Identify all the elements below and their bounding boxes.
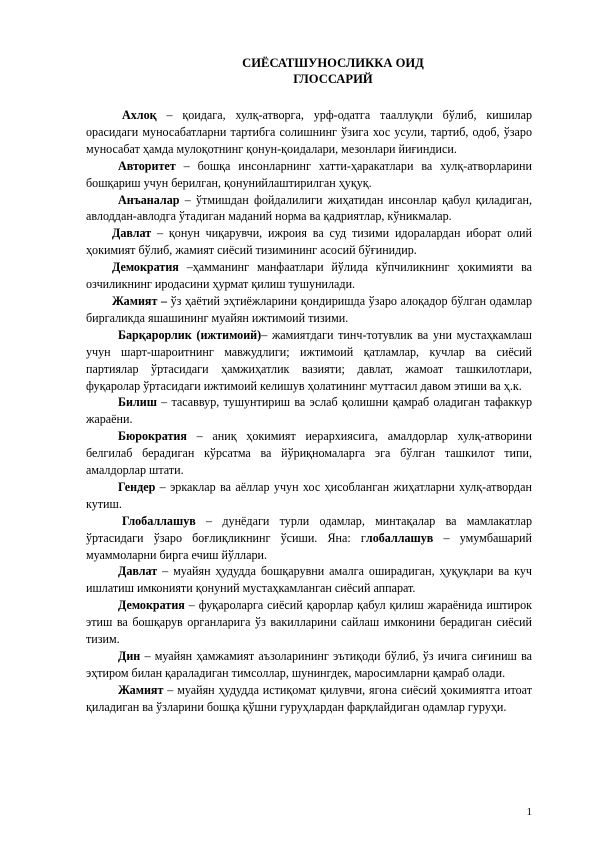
glossary-definition: – ўтмишдан фойдалилиги жиҳатидан инсонлар қабул қиладиган, авлоддан-авлодга ўтадиган маданий норма ва қадриятлар, кўникмалар. [86, 192, 532, 224]
glossary-term: Ахлоқ [122, 108, 157, 122]
glossary-entry-davlat-2 [86, 563, 532, 597]
glossary-entry-bilish [86, 394, 532, 428]
glossary-entry-akhloq [86, 107, 532, 158]
glossary-term: Бюрократия [118, 429, 187, 444]
glossary-term: Демократия [112, 260, 179, 275]
glossary-definition: –ҳамманинг манфаатлари йўлида кўпчиликнинг ҳокимияти ва озчиликнинг иродасини ҳурмат қилиш тушунилади. [86, 260, 532, 292]
glossary-entry-gender [86, 479, 532, 513]
glossary-term: Давлат [112, 226, 152, 241]
glossary-term: Барқарорлик (ижтимоий) [118, 327, 262, 342]
glossary-definition: – эркаклар ва аёллар учун хос ҳисобланган жиҳатларни хулқ-атвордан кутиш. [86, 479, 532, 511]
document-title [70, 55, 596, 87]
glossary-entry-demokratiya-2 [86, 597, 532, 648]
glossary-definition: ўз ҳаётий эҳтиёжларини қондиришда ўзаро алоқадор бўлган одамлар биргаликда яшашининг муайян ижтимоий тизими. [86, 293, 533, 325]
glossary-term: Гендер [118, 479, 156, 494]
glossary-definition: – муайян ҳудудда истиқомат қилувчи, ягона сиёсий ҳокимиятга итоат қиладиган ва ўзларини бошқа қўшни гуруҳлардан фарқлайдиган одамлар гуруҳи. [86, 682, 532, 714]
glossary-definition: – бошқа инсонларнинг хатти-ҳаракатлари ва хулқ-атворларини бошқариш учун берилган, қонунийлаштирилган ҳуқуқ. [86, 158, 532, 190]
page-number: 1 [526, 806, 532, 818]
glossary-term: Глобаллашув [122, 513, 196, 528]
glossary-term: Жамият – [112, 293, 168, 308]
glossary-term: Дин [118, 649, 141, 663]
glossary-definition: – муайян ҳудудда бошқарувни амалга оширадиган, ҳуқуқлари ва куч ишлатиш имконияти қонуний мустаҳкамланган сиёсий аппарат. [86, 564, 532, 596]
glossary-term: Авторитет [118, 158, 176, 173]
glossary-entry-globallashuv [86, 513, 532, 564]
glossary-definition: – фуқароларга сиёсий қарорлар қабул қилиш жараёнида иштирок этиш ва бошқарув органларига ўз вакилларини сайлаш имконини берадиган сиёсий тизим. [86, 598, 532, 647]
glossary-entry-jamiyat-1 [86, 293, 532, 327]
glossary-entry-anana [86, 192, 532, 226]
glossary-entry-byurokratiya [86, 428, 532, 479]
glossary-entry-demokratiya-1 [86, 259, 532, 293]
glossary-term-inline: лобаллашув [365, 530, 434, 545]
glossary-definition: – қоидага, хулқ-атворга, урф-одатга тааллуқли бўлиб, кишилар орасидаги муносабатларни тартибга солишнинг ўзига хос усули, тартиб, одоб, ўзаро муносабат ҳамда мулоқотнинг қонун-қоидалари, мезонлари йиғиндиси. [86, 108, 532, 156]
glossary-definition: – қонун чиқарувчи, ижроия ва суд тизими идоралардан иборат олий ҳокимият бўлиб, жамият сиёсий тизимининг асосий бўғинидир. [86, 226, 532, 258]
glossary-definition: – жамиятдаги тинч-тотувлик ва уни мустаҳкамлаш учун шарт-шароитнинг мавжудлиги; ижтимоий қатламлар, кучлар ва сиёсий партиялар ўртасидаги ҳамжиҳатлик вазияти; давлат, жамоат ташкилотлари, фуқаролар ўртасидаги ижтимоий келишув ҳолатининг муттасил давом этиши ва ҳ.к. [86, 327, 532, 393]
glossary-entry-din [86, 648, 532, 682]
glossary-term: Билиш [118, 395, 157, 410]
glossary-entry-barqarorlik [86, 327, 532, 395]
glossary-definition: – дунёдаги турли одамлар, минтақалар ва мамлакатлар ўртасидаги ўзаро боғлиқликнинг ўсиши. Яна: г [86, 513, 532, 545]
glossary-entry-avtoritet [86, 158, 532, 192]
title-line-1: СИЁСАТШУНОСЛИККА ОИД [242, 56, 424, 70]
glossary-definition: – муайян ҳамжамият аъзоларининг эътиқоди бўлиб, ўз ичига сиғиниш ва эҳтиром билан қараладиган тимсоллар, шунингдек, маросимларни қамраб олади. [86, 649, 532, 680]
glossary-term: Анъаналар [118, 192, 180, 207]
title-line-2: ГЛОССАРИЙ [293, 72, 373, 86]
glossary-definition: – тасаввур, тушунтириш ва эслаб қолишни қамраб оладиган тафаккур жараёни. [86, 395, 532, 427]
glossary-body [86, 107, 532, 716]
glossary-definition: – аниқ ҳокимият иерархиясига, амалдорлар хулқ-атворини белгилаб берадиган кўрсатма ва йўриқномаларга эга бўлган ташкилот типи, амалдорлар штати. [86, 429, 532, 478]
glossary-entry-jamiyat-2 [86, 682, 532, 716]
glossary-entry-davlat-1 [86, 225, 532, 259]
glossary-definition-continued: – умумбашарий муаммоларни бирга ечиш йўллари. [86, 530, 533, 562]
glossary-term: Давлат [118, 564, 158, 579]
glossary-term: Жамият [118, 682, 164, 697]
glossary-term: Демократия [118, 598, 185, 613]
